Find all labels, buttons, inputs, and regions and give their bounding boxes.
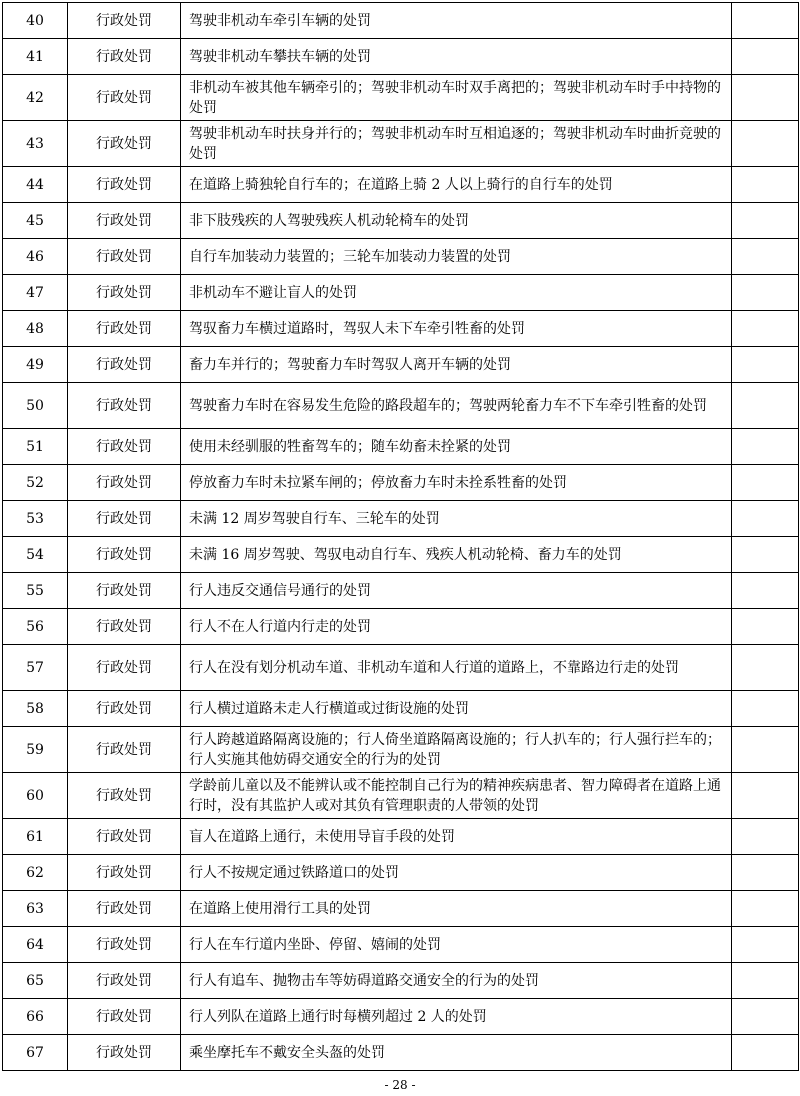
table-row: [3, 999, 799, 1035]
table-row: [3, 121, 799, 167]
row-category: 行政处罚: [68, 537, 181, 573]
row-category: 行政处罚: [68, 121, 181, 167]
row-number: 42: [3, 75, 68, 121]
row-category: 行政处罚: [68, 429, 181, 465]
row-note: [732, 773, 799, 819]
row-category: 行政处罚: [68, 573, 181, 609]
row-note: [732, 537, 799, 573]
row-category: 行政处罚: [68, 691, 181, 727]
row-category: 行政处罚: [68, 891, 181, 927]
table-row: [3, 927, 799, 963]
row-item-name: 驾驶非机动车牵引车辆的处罚: [181, 3, 732, 39]
row-number: 58: [3, 691, 68, 727]
table-row: [3, 773, 799, 819]
row-number: 46: [3, 239, 68, 275]
row-category: 行政处罚: [68, 963, 181, 999]
row-category: 行政处罚: [68, 855, 181, 891]
row-note: [732, 999, 799, 1035]
row-category: 行政处罚: [68, 927, 181, 963]
row-note: [732, 963, 799, 999]
row-note: [732, 383, 799, 429]
row-category: 行政处罚: [68, 3, 181, 39]
row-number: 63: [3, 891, 68, 927]
table-row: [3, 347, 799, 383]
row-number: 45: [3, 203, 68, 239]
row-number: 64: [3, 927, 68, 963]
row-number: 61: [3, 819, 68, 855]
row-item-name: 行人不按规定通过铁路道口的处罚: [181, 855, 732, 891]
row-category: 行政处罚: [68, 465, 181, 501]
row-item-name: 非机动车被其他车辆牵引的；驾驶非机动车时双手离把的；驾驶非机动车时手中持物的处罚: [181, 75, 732, 121]
row-number: 55: [3, 573, 68, 609]
table-row: [3, 609, 799, 645]
row-category: 行政处罚: [68, 727, 181, 773]
row-item-name: 驾驶畜力车时在容易发生危险的路段超车的；驾驶两轮畜力车不下车牵引牲畜的处罚: [181, 383, 732, 429]
row-category: 行政处罚: [68, 1035, 181, 1071]
row-note: [732, 927, 799, 963]
table-row: [3, 383, 799, 429]
table-row: [3, 311, 799, 347]
row-note: [732, 819, 799, 855]
row-item-name: 驾驭畜力车横过道路时，驾驭人未下车牵引牲畜的处罚: [181, 311, 732, 347]
row-note: [732, 203, 799, 239]
row-note: [732, 3, 799, 39]
row-item-name: 未满 12 周岁驾驶自行车、三轮车的处罚: [181, 501, 732, 537]
row-item-name: 在道路上骑独轮自行车的；在道路上骑 2 人以上骑行的自行车的处罚: [181, 167, 732, 203]
row-number: 57: [3, 645, 68, 691]
row-item-name: 行人列队在道路上通行时每横列超过 2 人的处罚: [181, 999, 732, 1035]
table-row: [3, 1035, 799, 1071]
row-category: 行政处罚: [68, 609, 181, 645]
row-note: [732, 347, 799, 383]
row-item-name: 自行车加装动力装置的；三轮车加装动力装置的处罚: [181, 239, 732, 275]
row-note: [732, 429, 799, 465]
row-note: [732, 891, 799, 927]
row-note: [732, 573, 799, 609]
row-note: [732, 167, 799, 203]
row-category: 行政处罚: [68, 347, 181, 383]
page-number: - 28 -: [384, 1078, 416, 1092]
row-note: [732, 727, 799, 773]
row-item-name: 行人在没有划分机动车道、非机动车道和人行道的道路上，不靠路边行走的处罚: [181, 645, 732, 691]
row-number: 65: [3, 963, 68, 999]
row-note: [732, 311, 799, 347]
table-row: [3, 727, 799, 773]
row-item-name: 驾驶非机动车攀扶车辆的处罚: [181, 39, 732, 75]
row-category: 行政处罚: [68, 501, 181, 537]
row-number: 44: [3, 167, 68, 203]
row-number: 41: [3, 39, 68, 75]
table-row: [3, 75, 799, 121]
row-number: 60: [3, 773, 68, 819]
row-item-name: 畜力车并行的；驾驶畜力车时驾驭人离开车辆的处罚: [181, 347, 732, 383]
row-number: 51: [3, 429, 68, 465]
row-number: 54: [3, 537, 68, 573]
row-category: 行政处罚: [68, 239, 181, 275]
row-number: 50: [3, 383, 68, 429]
penalty-table: [2, 2, 799, 1071]
row-category: 行政处罚: [68, 75, 181, 121]
row-number: 49: [3, 347, 68, 383]
row-category: 行政处罚: [68, 203, 181, 239]
row-number: 43: [3, 121, 68, 167]
row-item-name: 非下肢残疾的人驾驶残疾人机动轮椅车的处罚: [181, 203, 732, 239]
row-item-name: 驾驶非机动车时扶身并行的；驾驶非机动车时互相追逐的；驾驶非机动车时曲折竞驶的处罚: [181, 121, 732, 167]
row-note: [732, 1035, 799, 1071]
row-category: 行政处罚: [68, 167, 181, 203]
row-number: 52: [3, 465, 68, 501]
row-item-name: 非机动车不避让盲人的处罚: [181, 275, 732, 311]
row-number: 47: [3, 275, 68, 311]
row-item-name: 学龄前儿童以及不能辨认或不能控制自己行为的精神疾病患者、智力障碍者在道路上通行时，没有其监护人或对其负有管理职责的人带领的处罚: [181, 773, 732, 819]
row-category: 行政处罚: [68, 311, 181, 347]
row-note: [732, 645, 799, 691]
row-note: [732, 609, 799, 645]
row-item-name: 行人在车行道内坐卧、停留、嬉闹的处罚: [181, 927, 732, 963]
row-note: [732, 75, 799, 121]
table-row: [3, 537, 799, 573]
row-number: 66: [3, 999, 68, 1035]
row-note: [732, 465, 799, 501]
row-category: 行政处罚: [68, 39, 181, 75]
row-note: [732, 275, 799, 311]
row-category: 行政处罚: [68, 773, 181, 819]
row-category: 行政处罚: [68, 383, 181, 429]
row-number: 59: [3, 727, 68, 773]
row-note: [732, 121, 799, 167]
row-item-name: 在道路上使用滑行工具的处罚: [181, 891, 732, 927]
row-item-name: 行人违反交通信号通行的处罚: [181, 573, 732, 609]
row-item-name: 行人跨越道路隔离设施的；行人倚坐道路隔离设施的；行人扒车的；行人强行拦车的；行人实施其他妨碍交通安全的行为的处罚: [181, 727, 732, 773]
row-item-name: 使用未经驯服的牲畜驾车的；随车幼畜未拴紧的处罚: [181, 429, 732, 465]
row-item-name: 行人不在人行道内行走的处罚: [181, 609, 732, 645]
table-row: [3, 429, 799, 465]
table-row: [3, 819, 799, 855]
table-row: [3, 855, 799, 891]
row-item-name: 未满 16 周岁驾驶、驾驭电动自行车、残疾人机动轮椅、畜力车的处罚: [181, 537, 732, 573]
row-note: [732, 39, 799, 75]
row-category: 行政处罚: [68, 275, 181, 311]
row-category: 行政处罚: [68, 819, 181, 855]
row-item-name: 乘坐摩托车不戴安全头盔的处罚: [181, 1035, 732, 1071]
table-row: [3, 501, 799, 537]
row-item-name: 盲人在道路上通行，未使用导盲手段的处罚: [181, 819, 732, 855]
row-item-name: 停放畜力车时未拉紧车闸的；停放畜力车时未拴系牲畜的处罚: [181, 465, 732, 501]
table-row: [3, 3, 799, 39]
row-number: 62: [3, 855, 68, 891]
table-row: [3, 167, 799, 203]
table-row: [3, 891, 799, 927]
row-note: [732, 239, 799, 275]
row-category: 行政处罚: [68, 999, 181, 1035]
table-row: [3, 963, 799, 999]
row-number: 40: [3, 3, 68, 39]
table-row: [3, 691, 799, 727]
row-item-name: 行人横过道路未走人行横道或过街设施的处罚: [181, 691, 732, 727]
row-note: [732, 691, 799, 727]
row-item-name: 行人有追车、抛物击车等妨碍道路交通安全的行为的处罚: [181, 963, 732, 999]
row-number: 48: [3, 311, 68, 347]
row-note: [732, 501, 799, 537]
row-number: 53: [3, 501, 68, 537]
table-row: [3, 465, 799, 501]
row-number: 56: [3, 609, 68, 645]
row-number: 67: [3, 1035, 68, 1071]
table-row: [3, 239, 799, 275]
table-row: [3, 203, 799, 239]
table-row: [3, 645, 799, 691]
row-note: [732, 855, 799, 891]
row-category: 行政处罚: [68, 645, 181, 691]
table-row: [3, 573, 799, 609]
table-body: [3, 3, 799, 1071]
table-row: [3, 39, 799, 75]
table-row: [3, 275, 799, 311]
